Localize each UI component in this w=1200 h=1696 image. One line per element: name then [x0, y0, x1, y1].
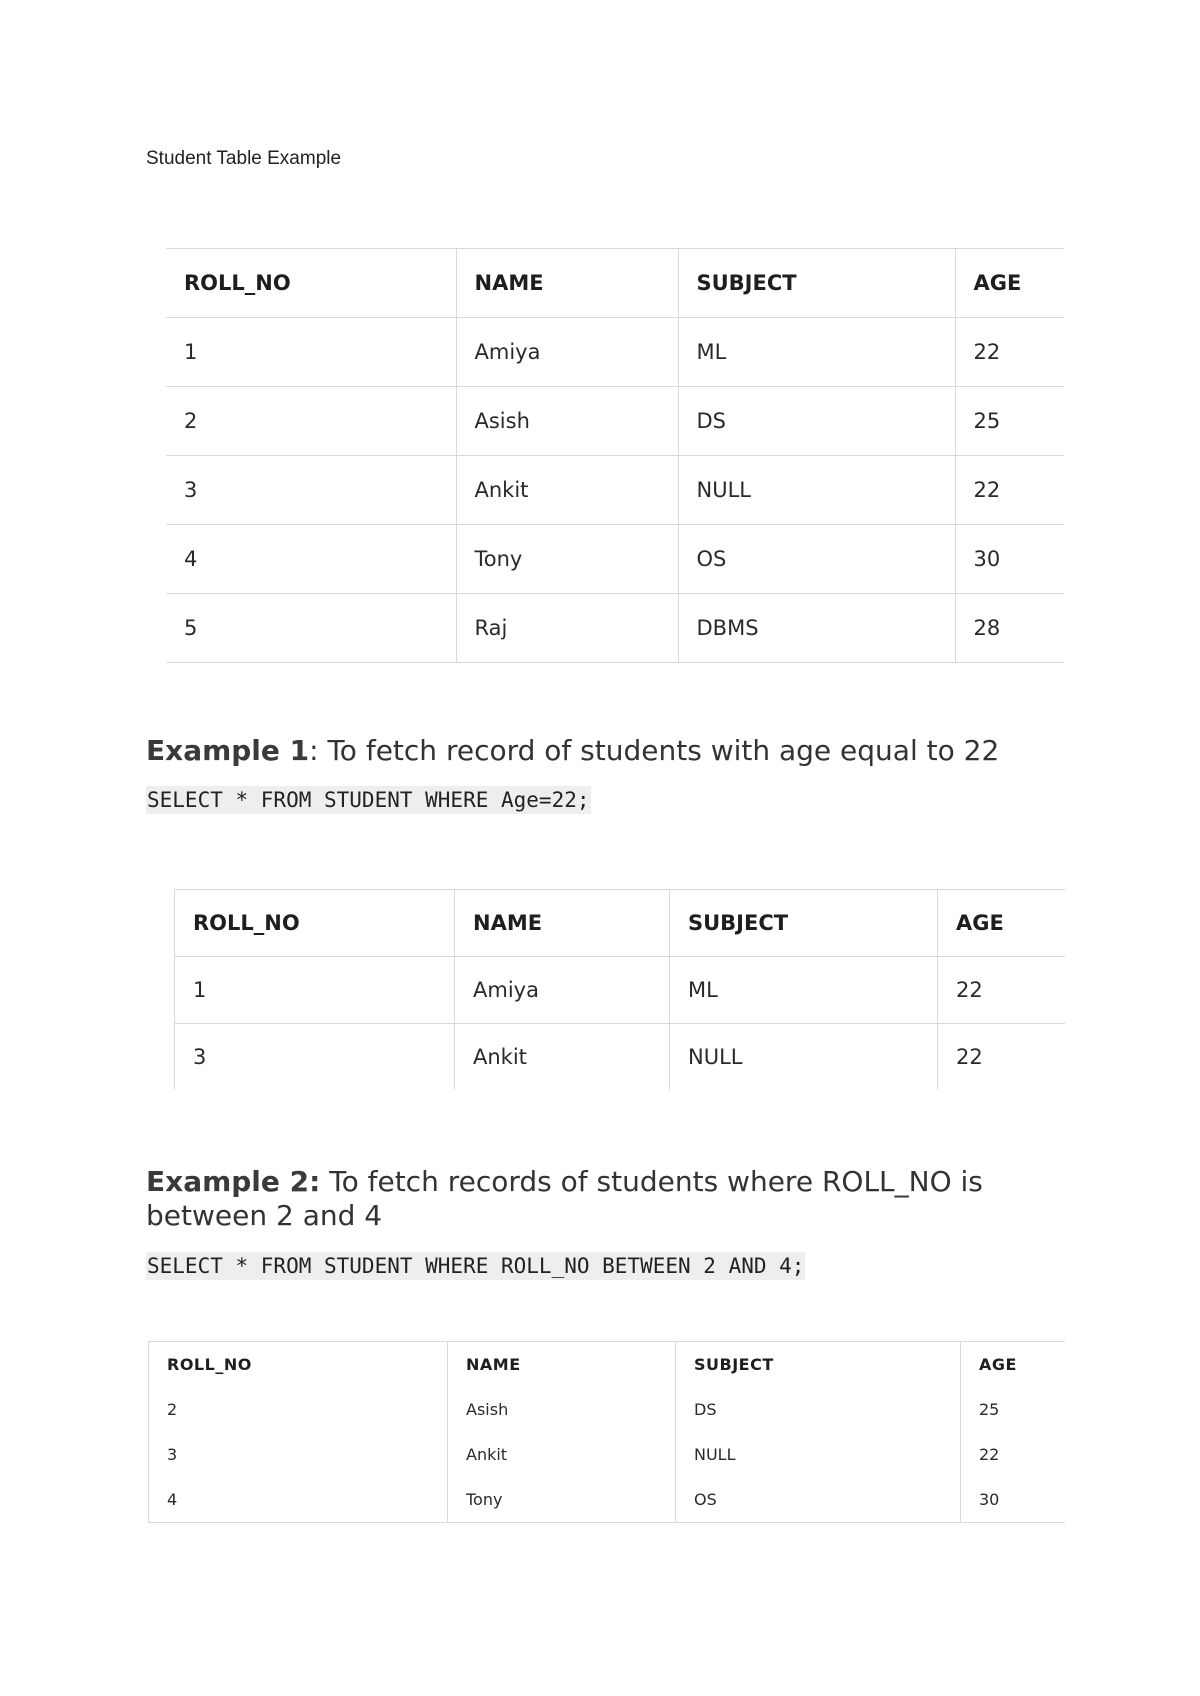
cell-subject: DBMS	[678, 594, 955, 663]
cell-age: 30	[955, 525, 1064, 594]
column-header-roll-no: ROLL_NO	[167, 1355, 252, 1374]
cell-subject: NULL	[678, 456, 955, 525]
cell-roll-no: 3	[166, 456, 456, 525]
cell-age: 22	[938, 957, 1065, 1024]
table-row	[175, 1024, 1065, 1091]
cell-name: Amiya	[456, 318, 678, 387]
cell-age: 25	[955, 387, 1064, 456]
cell-name: Asish	[456, 387, 678, 456]
table-row	[166, 594, 1064, 663]
cell-age: 30	[961, 1477, 1065, 1523]
table-row	[166, 387, 1064, 456]
cell-name: Amiya	[455, 957, 670, 1024]
cell-age: 25	[961, 1387, 1065, 1432]
example-2-query: SELECT * FROM STUDENT WHERE ROLL_NO BETWEEN 2 AND 4;	[147, 1254, 805, 1278]
page-title: Student Table Example	[146, 148, 342, 169]
cell-roll-no: 4	[166, 525, 456, 594]
cell-name: Raj	[456, 594, 678, 663]
column-header-subject: SUBJECT	[678, 249, 955, 318]
example-1-label: Example 1	[146, 734, 310, 767]
cell-roll-no: 2	[167, 1400, 178, 1419]
column-header-subject: SUBJECT	[676, 1342, 961, 1388]
cell-name: Tony	[456, 525, 678, 594]
cell-roll-no: 3	[167, 1445, 178, 1464]
cell-subject: NULL	[670, 1024, 938, 1091]
example-1-query: SELECT * FROM STUDENT WHERE Age=22;	[147, 788, 590, 812]
table-row	[166, 525, 1064, 594]
student-table	[166, 248, 1064, 663]
table-row	[175, 957, 1065, 1024]
table-row	[166, 456, 1064, 525]
table-header-row	[175, 890, 1065, 957]
cell-name: Ankit	[448, 1432, 676, 1477]
cell-subject: ML	[670, 957, 938, 1024]
cell-subject: DS	[676, 1387, 961, 1432]
cell-name: Ankit	[456, 456, 678, 525]
cell-age: 28	[955, 594, 1064, 663]
column-header-subject: SUBJECT	[670, 890, 938, 957]
column-header-name: NAME	[455, 890, 670, 957]
cell-roll-no: 1	[175, 957, 455, 1024]
cell-age: 22	[961, 1432, 1065, 1477]
column-header-age: AGE	[955, 249, 1064, 318]
table-header-row	[149, 1342, 1065, 1388]
cell-name: Tony	[448, 1477, 676, 1523]
cell-name: Ankit	[455, 1024, 670, 1091]
example-1-result-table	[174, 889, 1065, 1090]
table-row	[149, 1387, 1065, 1432]
table-row	[149, 1432, 1065, 1477]
column-header-name: NAME	[448, 1342, 676, 1388]
cell-age: 22	[938, 1024, 1065, 1091]
cell-subject: DS	[678, 387, 955, 456]
cell-subject: NULL	[676, 1432, 961, 1477]
example-2-heading	[146, 1165, 1026, 1233]
cell-age: 22	[955, 456, 1064, 525]
cell-subject: OS	[678, 525, 955, 594]
cell-subject: OS	[676, 1477, 961, 1523]
example-2-label: Example 2:	[146, 1165, 321, 1198]
table-header-row	[166, 249, 1064, 318]
cell-subject: ML	[678, 318, 955, 387]
column-header-roll-no: ROLL_NO	[166, 249, 456, 318]
column-header-age: AGE	[961, 1342, 1065, 1388]
cell-roll-no: 3	[175, 1024, 455, 1091]
column-header-age: AGE	[938, 890, 1065, 957]
cell-roll-no: 4	[167, 1490, 178, 1509]
example-2-result-table	[148, 1341, 1065, 1523]
cell-roll-no: 2	[166, 387, 456, 456]
table-row	[166, 318, 1064, 387]
example-1-heading	[146, 734, 1026, 768]
cell-roll-no: 5	[166, 594, 456, 663]
column-header-roll-no: ROLL_NO	[175, 890, 455, 957]
example-1-description: : To fetch record of students with age equal to 22	[309, 734, 1000, 767]
cell-age: 22	[955, 318, 1064, 387]
table-row	[149, 1477, 1065, 1523]
cell-roll-no: 1	[166, 318, 456, 387]
example-2-description: To fetch records of students where ROLL_NO is between 2 and 4	[146, 1165, 983, 1232]
cell-name: Asish	[448, 1387, 676, 1432]
column-header-name: NAME	[456, 249, 678, 318]
